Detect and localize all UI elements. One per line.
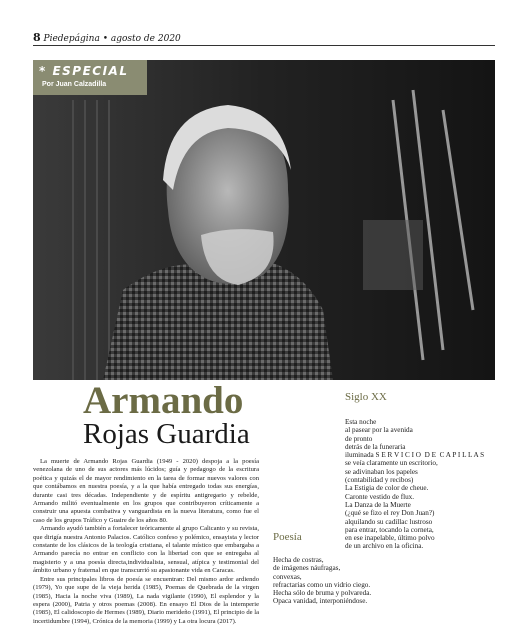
section-label: * ESPECIAL — [39, 64, 129, 78]
poem-poesia — [273, 556, 371, 606]
poem-line: iluminada S E R V I C I O D E C A P I L L A S — [345, 451, 485, 460]
poem-line: en ese inapelable, último polvo — [345, 534, 435, 543]
byline: Por Juan Calzadilla — [42, 81, 107, 88]
poem-line: de pronto — [345, 434, 373, 443]
poem-line: alquilando su cadillac lustroso — [345, 517, 433, 526]
poem-line: Opaca vanidad, interponiéndose. — [273, 597, 368, 606]
poem-line: de imágenes náufragas, — [273, 564, 341, 573]
poem-line: Esta noche — [345, 418, 377, 426]
page-header — [33, 31, 495, 45]
article-body — [33, 458, 259, 626]
page-number: 8 — [33, 31, 41, 44]
body-paragraph: Entre sus principales libros de poesía se encuentran: Del mismo ardor ardiendo (1979), Yo que supe de la vieja herida (1985), Poemas de Quebrada de la virgen (1985), Hacia la noche viva (1989), La nada vigilante (1990), El esplendor y la espera (2000), Patria y otros poemas (2008). En ensayo El Dios de la intemperie (1985), El calidoscopio de Hermes (1989), Diario merideño (1991), El principio de la incertidumbre (1994), Crónica de la memoria (1999) y La otra locura (2017). — [33, 575, 259, 625]
poem-line: refractarias como un vidrio ciego. — [273, 580, 371, 589]
poem-line: (¿qué se fizo el rey Don Juan?) — [345, 509, 435, 518]
header-rule — [33, 45, 495, 46]
publication-name: Piedepágina — [43, 34, 100, 44]
body-paragraph: La muerte de Armando Rojas Guardia (1949 - 2020) despoja a la poesía venezolana de uno de sus actores más lúcidos; guía y pedagogo de la escritura poética y quizás el de mayor rendimiento en la tarea de formar nuevos valores con que contábamos en nuestra poesía, y a la que había entregado todas sus energías, durante casi tres décadas. Independiente y de espíritu antigregario y rebelde, Armando militó eventualmente en los grupos que contribuyeron críticamente a construir una apuesta combativa y vanguardista en la nueva literatura, como fue el caso de los grupos Tráfico y Guaire de los años 80. — [33, 458, 259, 524]
article-title-last: Rojas Guardia — [83, 418, 250, 450]
article-title-first: Armando — [83, 379, 244, 422]
body-paragraph: Armando ayudó también a fortalecer teóricamente al grupo Calicanto y su revista, que dirigía nuestra Antonio Palacios. Católico confeso y polémico, ensayista y lector constante de los clásicos de la teología cristiana, el talante místico que embargaba a Armando parecía no entrar en conflicto con la libertad con que se entregaba al magisterio y a una poesía directa,individualista, sensual, atípica y testimonial del ámbito urbano y fraternal en que transcurrió su apasionante vida en Caracas. — [33, 525, 259, 575]
poem-line: La Danza de la Muerte — [345, 500, 411, 509]
header-separator: • — [102, 34, 111, 44]
poem-line: se adivinaban los papeles — [345, 467, 418, 476]
poem-line: al pasear por la avenida — [345, 426, 413, 435]
poem-line: Hecha sólo de bruma y polvareda. — [273, 589, 372, 598]
poem-line: Caronte vestido de flux. — [345, 492, 415, 501]
portrait-photo — [33, 60, 495, 380]
poem-line: para entrar, tocando la corneta, — [345, 525, 434, 534]
poem-line: Hecha de costras, — [273, 556, 324, 564]
portrait-illustration — [33, 60, 495, 380]
poem-line: de un archivo en la oficina. — [345, 542, 424, 551]
poem-siglo-xx — [345, 418, 484, 551]
section-tag — [33, 60, 147, 95]
poem-heading-poesia: Poesía — [273, 531, 302, 543]
poem-heading-siglo-xx: Siglo XX — [345, 391, 387, 403]
poem-line: (contabilidad y recibos) — [345, 476, 414, 485]
poem-line: La Estigia de color de cheue. — [345, 484, 429, 493]
issue-date: agosto de 2020 — [110, 34, 181, 44]
poem-line: se veía claramente un escritorio, — [345, 459, 438, 468]
poem-line: detrás de la funeraria — [345, 442, 406, 451]
poem-line: convexas, — [273, 572, 302, 581]
